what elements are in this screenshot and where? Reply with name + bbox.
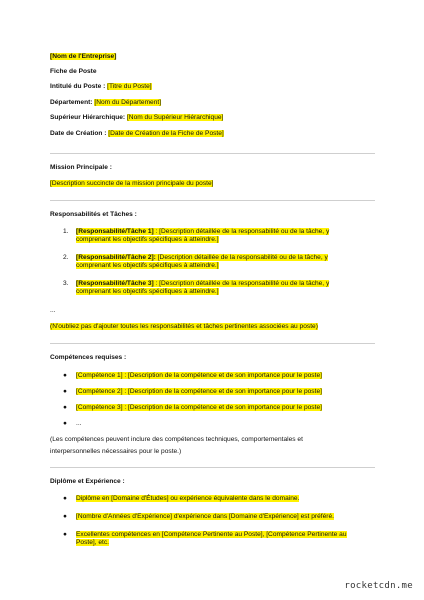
list-text: [Responsabilité/Tâche 3] : [Description détaillée de la responsabilité ou de la tâche, y comprenant les objectifs spécifiques à atteindre.] bbox=[76, 280, 330, 296]
section-divider bbox=[50, 200, 375, 201]
section-divider bbox=[50, 343, 375, 344]
mission-heading: Mission Principale : bbox=[50, 164, 112, 171]
list-text: [Compétence 2] : [Description de la compétence et de son importance pour le poste] bbox=[76, 388, 322, 395]
list-number: 3. bbox=[63, 280, 69, 287]
list-text: [Compétence 1] : [Description de la compétence et de son importance pour le poste] bbox=[76, 372, 322, 379]
field-label: Date de Création : bbox=[50, 130, 107, 137]
bullet-icon: ● bbox=[63, 388, 67, 395]
field-value: [Nom du Supérieur Hiérarchique] bbox=[126, 114, 224, 121]
watermark-text: rocketcdn.me bbox=[344, 580, 413, 591]
section-divider bbox=[50, 467, 375, 468]
bullet-icon: ● bbox=[63, 531, 67, 538]
bullet-icon: ● bbox=[63, 513, 67, 520]
field-label: Supérieur Hiérarchique: bbox=[50, 114, 126, 121]
list-text: ... bbox=[76, 420, 82, 427]
document-title: Fiche de Poste bbox=[50, 68, 97, 75]
responsibilities-ellipsis: ... bbox=[50, 307, 56, 314]
skills-note-line: interpersonnelles nécessaires pour le poste.) bbox=[50, 448, 182, 455]
list-text: Diplôme en [Domaine d'Études] ou expérience équivalente dans le domaine. bbox=[76, 495, 300, 502]
list-number: 1. bbox=[63, 228, 69, 235]
field-job-title bbox=[50, 83, 152, 91]
responsibilities-heading: Responsabilités et Tâches : bbox=[50, 211, 137, 218]
bullet-icon: ● bbox=[63, 404, 67, 411]
section-divider bbox=[50, 153, 375, 154]
bullet-icon: ● bbox=[63, 420, 67, 427]
bullet-icon: ● bbox=[63, 372, 67, 379]
list-text: Excellentes compétences en [Compétence Pertinente au Poste], [Compétence Pertinente au Poste], etc. bbox=[76, 531, 347, 547]
skills-heading: Compétences requises : bbox=[50, 354, 127, 361]
list-text: [Nombre d'Années d'Expérience] d'expérience dans [Domaine d'Expérience] est préféré. bbox=[76, 513, 334, 520]
field-value: [Nom du Département] bbox=[94, 99, 162, 106]
skills-note-line: (Les compétences peuvent inclure des compétences techniques, comportementales et bbox=[50, 436, 303, 443]
list-text: [Compétence 3] : [Description de la compétence et de son importance pour le poste] bbox=[76, 404, 322, 411]
field-supervisor bbox=[50, 114, 223, 122]
field-value: [Titre du Poste] bbox=[107, 83, 152, 90]
list-text: [Responsabilité/Tâche 2]: [Description détaillée de la responsabilité ou de la tâche, y comprenant les objectifs spécifiques à atteindre.] bbox=[76, 254, 328, 270]
company-name: [Nom de l'Entreprise] bbox=[50, 53, 117, 60]
diploma-heading: Diplôme et Expérience : bbox=[50, 478, 125, 485]
responsibilities-note: (N'oubliez pas d'ajouter toutes les responsabilités et tâches pertinentes associées au poste) bbox=[50, 323, 318, 330]
list-number: 2. bbox=[63, 254, 69, 261]
list-text: [Responsabilité/Tâche 1] : [Description détaillée de la responsabilité ou de la tâche, y comprenant les objectifs spécifiques à atteindre.] bbox=[76, 228, 330, 244]
mission-text: [Description succincte de la mission principale du poste] bbox=[50, 180, 214, 187]
bullet-icon: ● bbox=[63, 495, 67, 502]
field-label: Intitulé du Poste : bbox=[50, 83, 106, 90]
field-creation-date bbox=[50, 130, 224, 138]
field-value: [Date de Création de la Fiche de Poste] bbox=[108, 130, 224, 137]
field-label: Département: bbox=[50, 99, 93, 106]
field-department bbox=[50, 99, 161, 107]
